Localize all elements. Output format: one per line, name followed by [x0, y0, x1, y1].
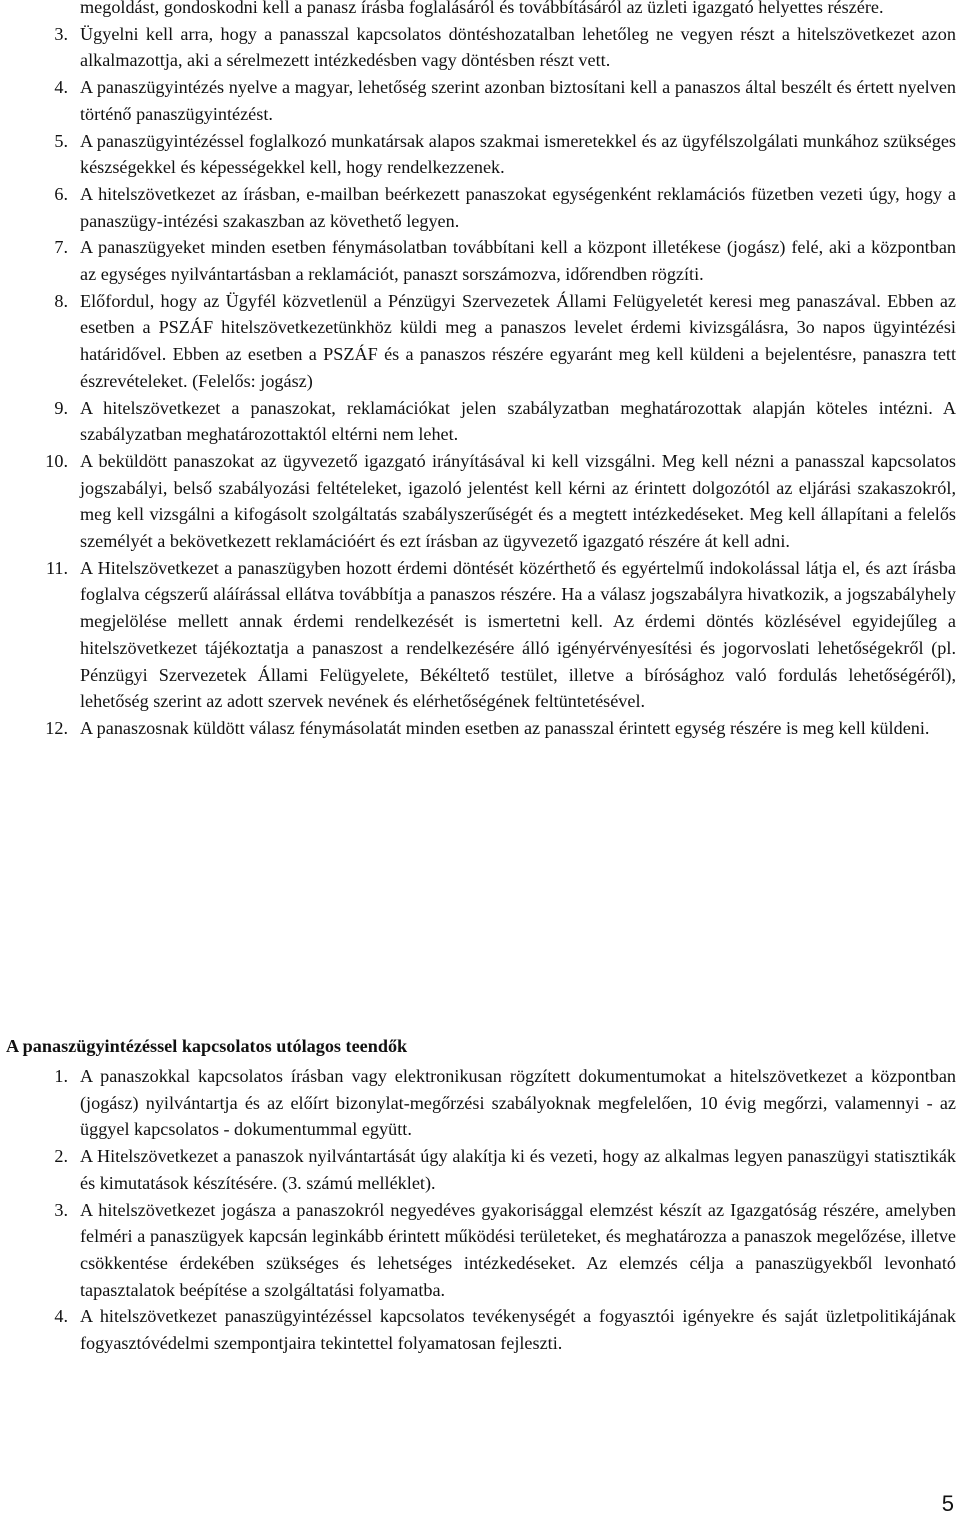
list-item — [0, 74, 956, 127]
item-text: A panaszokkal kapcsolatos írásban vagy elektronikusan rögzített dokumentumokat a hitelszövetkezet a központban (jogász) nyilvántartja és az előírt bizonylat-megőrzési szabályoknak megfelelően, 10 évig megőrzi, valamennyi - az üggyel kapcsolatos - dokumentummal együtt. — [80, 1066, 956, 1140]
item-number: 11. — [45, 557, 68, 578]
list-item — [0, 288, 956, 395]
item-number: 4. — [54, 77, 68, 98]
item-number: 12. — [45, 717, 68, 738]
item-text: A hitelszövetkezet az írásban, e-mailban beérkezett panaszokat egységenként reklamációs füzetben vezeti úgy, hogy a panaszügy-intézési szakaszban az követhető legyen. — [80, 183, 956, 231]
item-text: A hitelszövetkezet a panaszokat, reklamációkat jelen szabályzatban meghatározottak alapján köteles intézni. A szabályzatban meghatározottaktól eltérni nem lehet. — [80, 397, 956, 445]
continuation-text: megoldást, gondoskodni kell a panasz írásba foglalásáról és továbbításáról az üzleti igazgató helyettes részére. — [80, 0, 884, 17]
list-item — [0, 234, 956, 287]
item-text: A hitelszövetkezet jogásza a panaszokról negyedéves gyakorisággal elemzést készít az Igazgatóság részére, amelyben felméri a panaszügyek kapcsán leginkább érintett működési területeket, és meghatározza a panaszok megelőzése, illetve csökkentése érdekében szükséges és lehetséges intézkedéseket. Az elemzés célja a panaszügyekből levonható tapasztalatok beépítése a szolgáltatási folyamatba. — [80, 1199, 956, 1300]
list-item — [0, 715, 956, 742]
item-number: 8. — [54, 290, 68, 311]
list-item — [0, 128, 956, 181]
item-text: A hitelszövetkezet panaszügyintézéssel kapcsolatos tevékenységét a fogyasztói igényekre és saját üzletpolitikájának fogyasztóvédelmi szempontjaira tekintettel folyamatosan fejleszti. — [80, 1306, 956, 1354]
item-text: A panaszügyintézés nyelve a magyar, lehetőség szerint azonban biztosítani kell a panaszos által beszélt és értett nyelven történő panaszügyintézést. — [80, 77, 956, 124]
section-heading: A panaszügyintézéssel kapcsolatos utólagos teendők — [6, 1036, 408, 1056]
item-number: 2. — [54, 1146, 68, 1167]
item-number: 3. — [54, 1199, 68, 1220]
list-item — [0, 1303, 956, 1356]
item-text: A Hitelszövetkezet a panaszügyben hozott érdemi döntését közérthető és egyértelmű indokolással látja el, és azt írásba foglalva cégszerű aláírással ellátva továbbítja a panaszos részére. Ha a válasz jogszabályra hivatkozik, a jogszabályhely megjelölése mellett annak érdemi rendelkezését is ismertetni kell. Az érdemi döntés közlésével egyidejűleg a hitelszövetkezet tájékoztatja a panaszost a rendelkezésére álló igényérvényesítési és jogorvoslati lehetőségekről (pl. Pénzügyi Szervezetek Állami Felügyelete, Békéltető testület, illetve a bírósághoz való fordulás lehetőségéről), lehetőség szerint az adott szervek nevének és elérhetőségének feltüntetésével. — [80, 557, 956, 712]
item-number: 7. — [54, 237, 68, 258]
item-number: 1. — [54, 1066, 68, 1086]
item-text: A Hitelszövetkezet a panaszok nyilvántartását úgy alakítja ki és vezeti, hogy az alkalmas legyen panaszügyi statisztikák és kimutatások készítésére. (3. számú melléklet). — [80, 1146, 956, 1193]
item-text: Előfordul, hogy az Ügyfél közvetlenül a Pénzügyi Szervezetek Állami Felügyeletét keresi meg panaszával. Ebben az esetben a PSZÁF hitelszövetkezetünkhöz küldi meg a panaszos levelet érdemi kivizsgálásra, 3o napos ügyintézési határidővel. Ebben az esetben a PSZÁF és a panaszos részére egyaránt meg kell küldeni a bejelentésre, panaszra tett észrevételeket. (Felelős: jogász) — [80, 290, 956, 391]
list-item — [0, 1063, 956, 1143]
item-number: 3. — [54, 23, 68, 44]
item-text: A panaszügyintézéssel foglalkozó munkatársak alapos szakmai ismeretekkel és az ügyfélszolgálati munkához szükséges készségekkel és képességekkel kell, hogy rendelkezzenek. — [80, 130, 956, 178]
item-number: 10. — [45, 450, 68, 471]
list-item — [0, 555, 956, 715]
list-item-continuation — [0, 0, 956, 21]
item-number: 9. — [54, 397, 68, 418]
followup-tasks-list — [0, 1063, 956, 1357]
list-item — [0, 448, 956, 555]
item-number: 6. — [54, 183, 68, 204]
item-text: A panaszügyeket minden esetben fénymásolatban továbbítani kell a központ illetékese (jogász) felé, aki a központban az egységes nyilvántartásban a reklamációt, panaszt sorszámozva, időrendben rögzíti. — [80, 237, 956, 285]
list-item — [0, 181, 956, 234]
item-number: 4. — [54, 1306, 68, 1327]
item-text: A panaszosnak küldött válasz fénymásolatát minden esetben az panasszal érintett egység részére is meg kell küldeni. — [80, 717, 930, 738]
list-item — [0, 1143, 956, 1196]
item-text: Ügyelni kell arra, hogy a panasszal kapcsolatos döntéshozatalban lehetőleg ne vegyen részt a hitelszövetkezet azon alkalmazottja, aki a sérelmezett intézkedésben vagy döntésben részt vett. — [80, 23, 956, 71]
item-text: A beküldött panaszokat az ügyvezető igazgató irányításával ki kell vizsgálni. Meg kell nézni a panasszal kapcsolatos jogszabályi, belső szabályozási feltételeket, igazoló jelentést kell kérni az érintett dolgozótól az eljárási szakaszokról, meg kell vizsgálni a kifogásolt szolgáltatás szabályszerűségét és a megtett intézkedéseket. Meg kell állapítani a felelős személyét a bekövetkezett reklamációért és ezt írásban az ügyvezető igazgató részére át kell adni. — [80, 450, 956, 552]
list-item — [0, 21, 956, 74]
complaint-procedure-list — [0, 0, 956, 742]
list-item — [0, 1197, 956, 1304]
page-number: 5 — [941, 1491, 954, 1516]
list-item — [0, 395, 956, 448]
item-number: 5. — [54, 130, 68, 151]
